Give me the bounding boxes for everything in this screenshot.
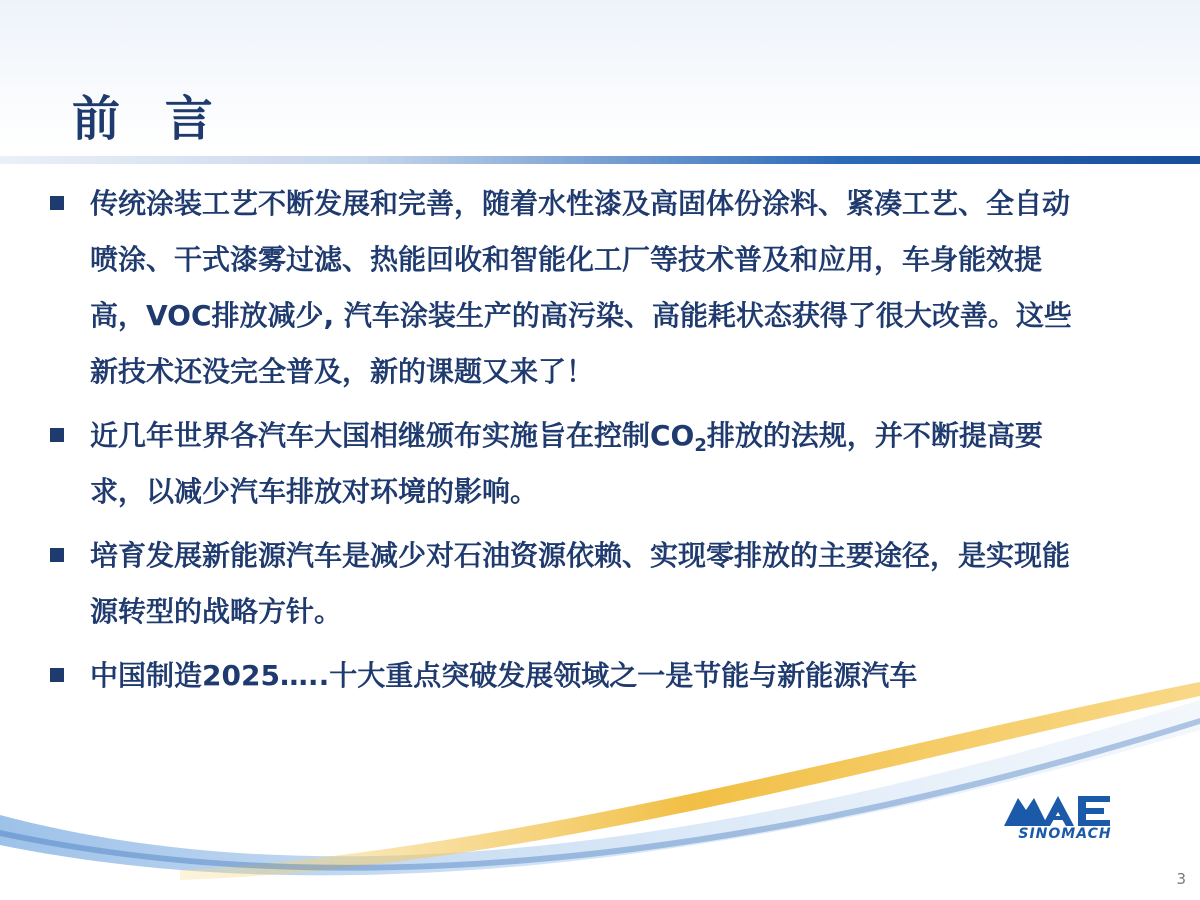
square-bullet-icon xyxy=(50,668,64,682)
subscript: 2 xyxy=(694,435,707,456)
bullet-text: 传统涂装工艺不断发展和完善，随着水性漆及高固体份涂料、紧凑工艺、全自动喷涂、干式漆雾过滤、热能回收和智能化工厂等技术普及和应用，车身能效提高，VOC排放减少, 汽车涂装生产的高污染、高能耗状态获得了很大改善。这些新技术还没完全普及，新的课题又来了！ xyxy=(90,187,1072,388)
bullet-text: 培育发展新能源汽车是减少对石油资源依赖、实现零排放的主要途径，是实现能源转型的战略方针。 xyxy=(90,539,1071,628)
bullet-item xyxy=(44,176,1084,400)
bullet-item xyxy=(44,408,1084,520)
bullet-item xyxy=(44,648,1084,704)
bullet-text xyxy=(90,419,1043,508)
sinomach-logo xyxy=(996,792,1134,850)
square-bullet-icon xyxy=(50,548,64,562)
square-bullet-icon xyxy=(50,428,64,442)
bullet-item xyxy=(44,528,1084,640)
bullet-text-part: 近几年世界各汽车大国相继颁布实施旨在控制CO xyxy=(90,419,695,452)
bullet-text: 中国制造2025…..十大重点突破发展领域之一是节能与新能源汽车 xyxy=(90,659,918,692)
bullet-text-part: 排放的法规，并不断提高要求，以减少汽车排放对环境的影响。 xyxy=(90,419,1043,508)
page-number: 3 xyxy=(1176,870,1186,888)
logo-text: SINOMACH xyxy=(1018,826,1112,842)
bullet-list xyxy=(44,176,1084,712)
square-bullet-icon xyxy=(50,196,64,210)
logo-mark-icon xyxy=(1004,792,1124,826)
slide-title: 前 言 xyxy=(72,91,227,147)
title-divider xyxy=(0,156,1200,164)
